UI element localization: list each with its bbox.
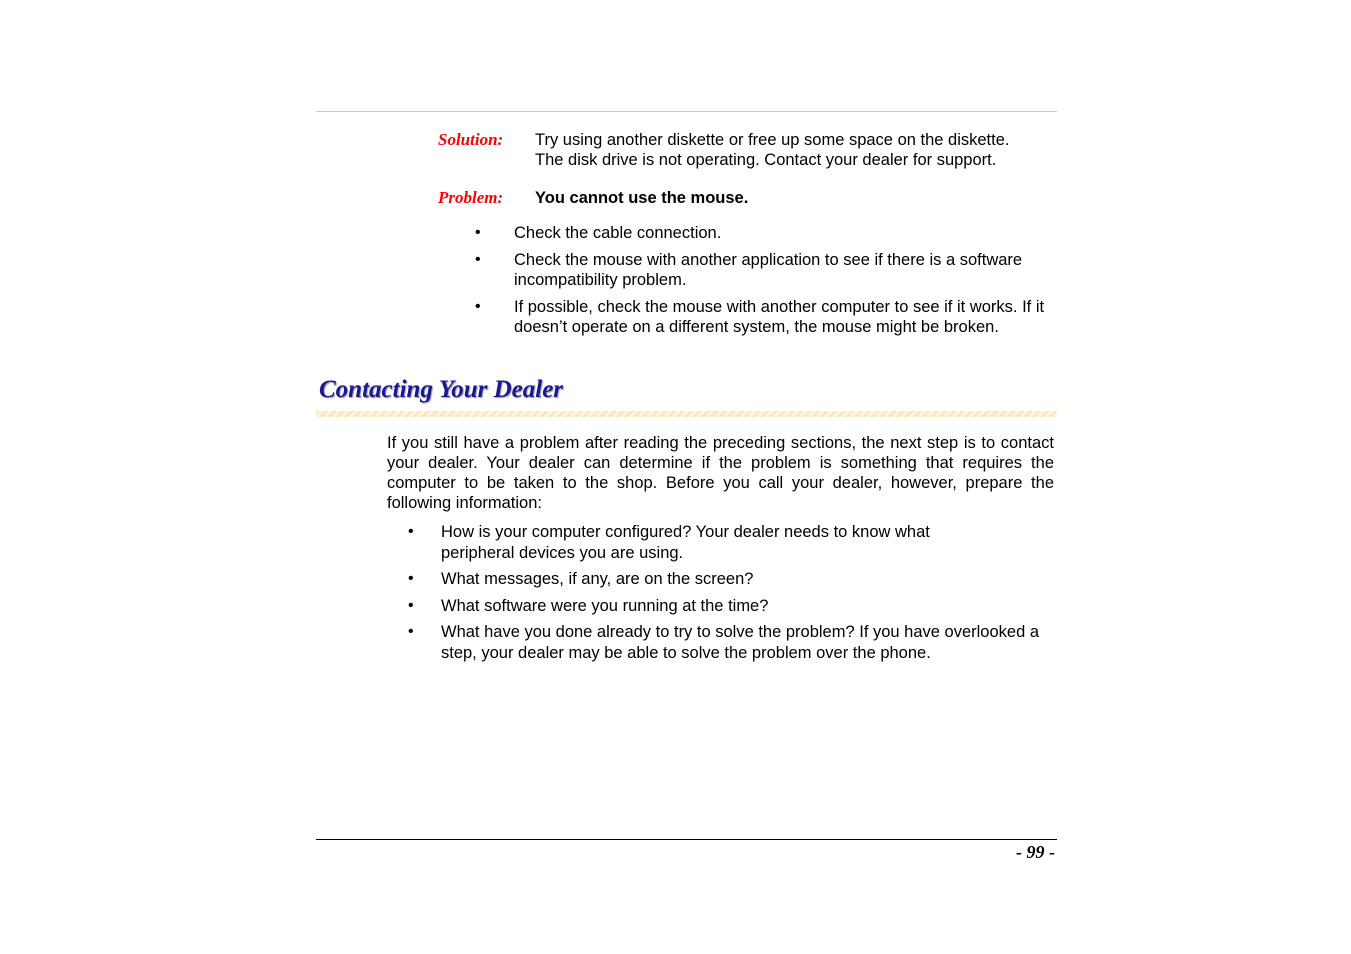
list-item — [408, 569, 1048, 590]
page-number: - 99 - — [1016, 842, 1055, 862]
list-item — [408, 522, 1048, 563]
list-item-text: What have you done already to try to solve the problem? If you have overlooked a step, your dealer may be able to solve the problem over the phone. — [441, 623, 1040, 662]
bullet-icon: • — [408, 570, 414, 587]
bottom-rule — [316, 839, 1057, 840]
list-item-text: What messages, if any, are on the screen? — [441, 570, 754, 588]
dealer-info-list — [408, 522, 1048, 669]
section-heading: Contacting Your Dealer — [319, 376, 564, 403]
list-item — [408, 622, 1048, 663]
solution-line-2: The disk drive is not operating. Contact your dealer for support. — [535, 151, 997, 169]
solution-label: Solution: — [438, 130, 504, 149]
list-item-text: Check the cable connection. — [514, 224, 722, 242]
list-item-text: How is your computer configured? Your dealer needs to know what peripheral devices you are using. — [441, 523, 930, 562]
top-rule — [316, 111, 1057, 112]
list-item — [475, 223, 1055, 244]
section-intro: If you still have a problem after reading the preceding sections, the next step is to contact your dealer. Your dealer can determine if the problem is something that requires the computer to be taken to the shop. Before you call your dealer, however, prepare the following information: — [387, 434, 1054, 512]
list-item — [408, 596, 1048, 617]
problem-text: You cannot use the mouse. — [535, 189, 749, 207]
list-item-text: What software were you running at the time? — [441, 596, 769, 615]
bullet-icon: • — [475, 297, 481, 315]
problem-label: Problem: — [438, 188, 504, 207]
list-item-text: If possible, check the mouse with another computer to see if it works. If it doesn’t operate on a different system, the mouse might be broken. — [514, 297, 1045, 336]
list-item-text: Check the mouse with another application to see if there is a software incompatibility problem. — [514, 250, 1023, 289]
bullet-icon: • — [408, 623, 414, 640]
bullet-icon: • — [475, 224, 481, 241]
bullet-icon: • — [408, 596, 414, 614]
list-item — [475, 297, 1055, 338]
heading-underline — [316, 411, 1057, 417]
solution-text — [535, 130, 1055, 170]
mouse-checklist — [475, 223, 1055, 344]
solution-line-1: Try using another diskette or free up some space on the diskette. — [535, 131, 1010, 149]
bullet-icon: • — [475, 250, 481, 268]
list-item — [475, 250, 1055, 291]
bullet-icon: • — [408, 523, 414, 540]
